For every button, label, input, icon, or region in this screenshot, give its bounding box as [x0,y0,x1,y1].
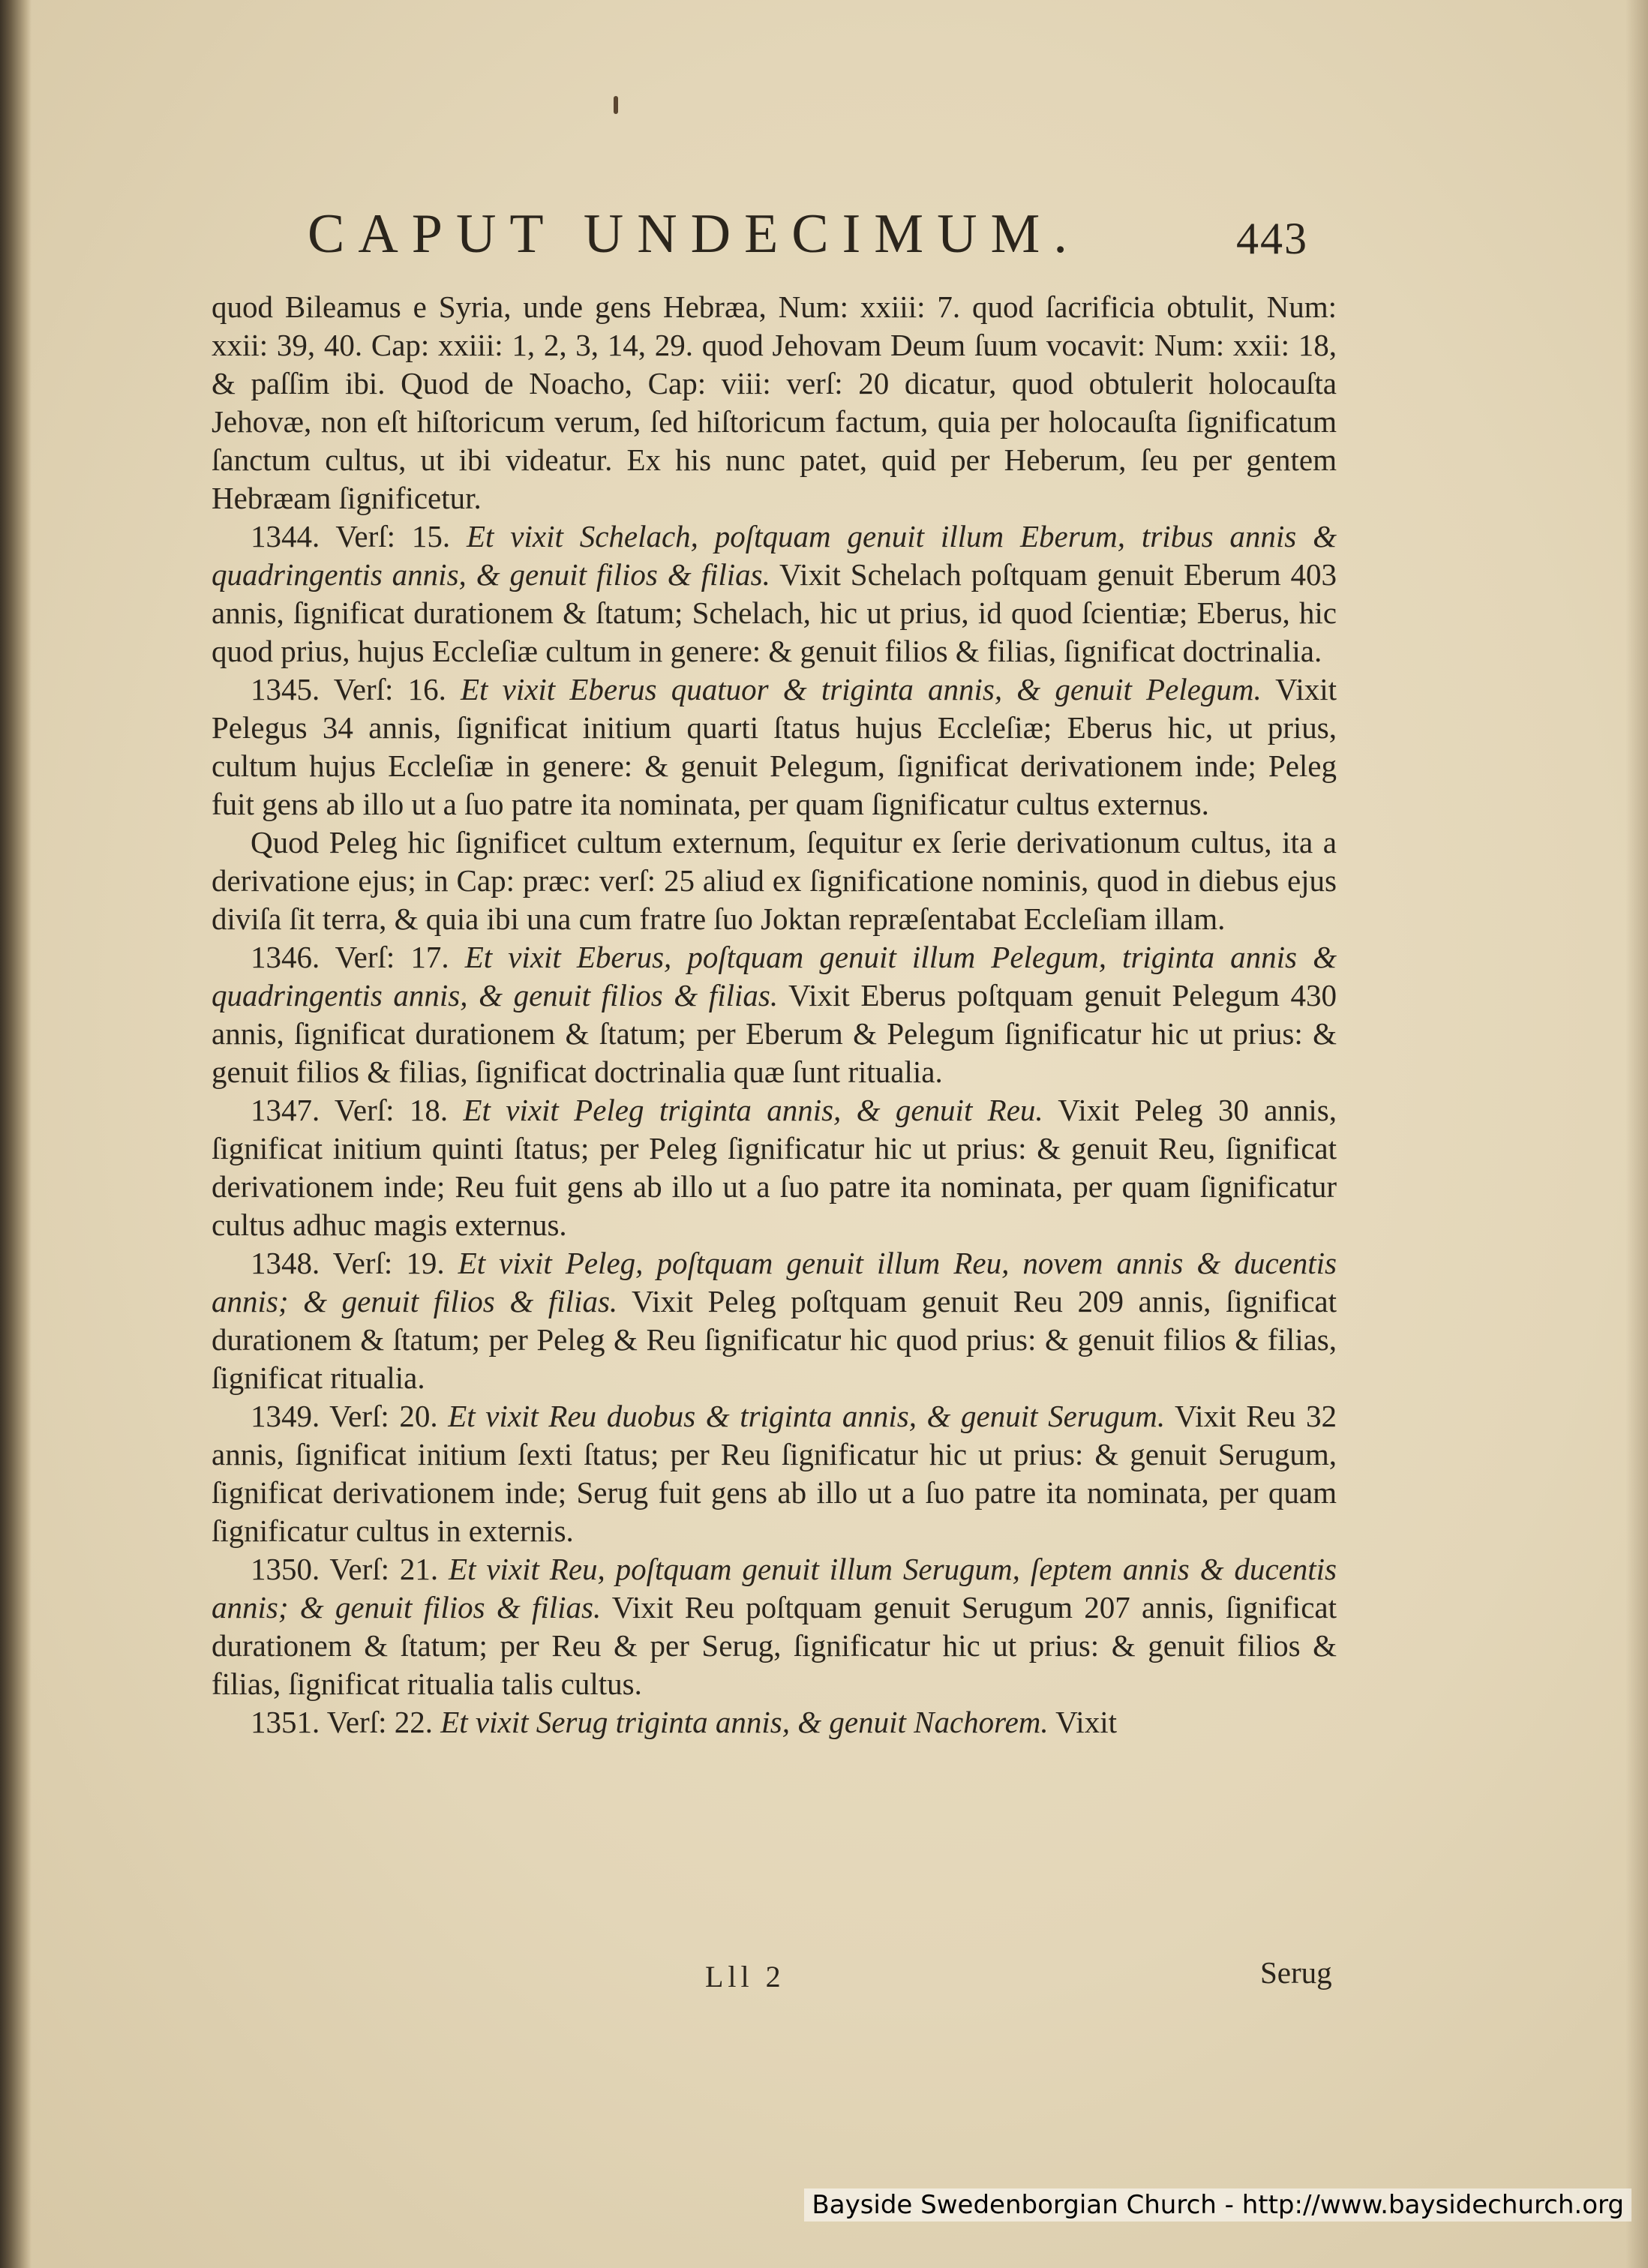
paragraph-text: 1348. Verſ: 19. [251,1246,458,1280]
paragraph-text: Vixit Reu poſtquam genuit Serugum 207 annis, ſignificat durationem & ſtatum; per Reu & per Serug, ſignificatur hic ut prius: & genuit filios & filias, ſignificat ritualia talis cultus. [212,1590,1337,1701]
catchword: Serug [1260,1955,1332,1990]
paragraph-text: Quod Peleg hic ſignificet cultum externum, ſequitur ex ſerie derivationum cultus, ita a derivatione ejus; in Cap: præc: verſ: 25 aliud ex ſignificatione nominis, quod in diebus ejus diviſa ſit terra, & quia ibi una cum fratre ſuo Joktan repræſentabat Eccleſiam illam. [212,825,1337,936]
scripture-quote: Et vixit Reu, poſtquam genuit illum Serugum, ſeptem annis & ducentis annis; & genuit filios & filias. [212,1552,1337,1624]
paragraph-text: Vixit [1048,1705,1117,1739]
paragraph-text: 1349. Verſ: 20. [251,1399,449,1433]
paragraph-text: Vixit Eberus poſtquam genuit Pelegum 430 annis, ſignificat durationem & ſtatum; per Eberum & Pelegum ſignificatur hic ut prius: & genuit filios & filias, ſignificat doctrinalia quæ ſunt ritualia. [212,978,1337,1089]
paragraph [212,288,1337,518]
paragraph-text: 1347. Verſ: 18. [251,1093,464,1127]
scripture-quote: Et vixit Peleg, poſtquam genuit illum Reu, novem annis & ducentis annis; & genuit filios & filias. [212,1246,1337,1318]
paragraph [212,1244,1337,1397]
paragraph-text: quod Bileamus e Syria, unde gens Hebræa, Num: xxiii: 7. quod ſacrificia obtulit, Num: xxii: 39, 40. Cap: xxiii: 1, 2, 3, 14, 29. quod Jehovam Deum ſuum vocavit: Num: xxii: 18, & paſſim ibi. Quod de Noacho, Cap: viii: verſ: 20 dicatur, quod obtulerit holocauſta Jehovæ, non eſt hiſtoricum verum, ſed hiſtoricum factum, quia per holocauſta ſignificatum ſanctum cultus, ut ibi videatur. Ex his nunc patet, quid per Heberum, ſeu per gentem Hebræam ſignificetur. [212,290,1337,515]
paragraph-text: 1346. Verſ: 17. [251,940,465,974]
paragraph [212,1703,1337,1742]
paragraph [212,1091,1337,1244]
paragraph [212,1550,1337,1703]
paragraph [212,670,1337,824]
watermark-credit: Bayside Swedenborgian Church - http://www.baysidechurch.org [804,2188,1631,2222]
paragraph [212,518,1337,670]
scripture-quote: Et vixit Schelach, poſtquam genuit illum Eberum, tribus annis & quadringentis annis, & genuit filios & filias. [212,519,1337,592]
binding-shadow [0,0,32,2268]
scripture-quote: Et vixit Eberus quatuor & triginta annis, & genuit Pelegum. [461,672,1262,706]
paragraph-text: Vixit Schelach poſtquam genuit Eberum 403 annis, ſignificat durationem & ſtatum; Schelach, hic ut prius, id quod ſcientiæ; Eberus, hic quod prius, hujus Eccleſiæ cultum in genere: & genuit filios & filias, ſignificat doctrinalia. [212,557,1337,668]
paragraph-text: Vixit Reu 32 annis, ſignificat initium ſexti ſtatus; per Reu ſignificatur hic ut prius: & genuit Serugum, ſignificat derivationem inde; Serug fuit gens ab illo ut a ſuo patre ita nominata, per quam ſignificatur cultus in externis. [212,1399,1337,1548]
paragraph-text: Vixit Peleg poſtquam genuit Reu 209 annis, ſignificat durationem & ſtatum; per Peleg & Reu ſignificatur hic quod prius: & genuit filios & filias, ſignificat ritualia. [212,1284,1337,1395]
page-edge-shadow [1625,0,1648,2268]
scripture-quote: Et vixit Reu duobus & triginta annis, & genuit Serugum. [448,1399,1166,1433]
scripture-quote: Et vixit Serug triginta annis, & genuit Nachorem. [440,1705,1049,1739]
paragraph-text: 1351. Verſ: 22. [251,1705,441,1739]
paragraph [212,1397,1337,1550]
page-number: 443 [1236,214,1308,263]
paragraph-text: Vixit Pelegus 34 annis, ſignificat initium quarti ſtatus hujus Eccleſiæ; Eberus hic, ut prius, cultum hujus Eccleſiæ in genere: & genuit Pelegum, ſignificat derivationem inde; Peleg fuit gens ab illo ut a ſuo patre ita nominata, per quam ſignificatur cultus externus. [212,672,1337,821]
paragraph [212,824,1337,938]
paragraph-text: Vixit Peleg 30 annis, ſignificat initium quinti ſtatus; per Peleg ſignificatur hic ut prius: & genuit Reu, ſignificat derivationem inde; Reu fuit gens ab illo ut a ſuo patre ita nominata, per quam ſignificatur cultus adhuc magis externus. [212,1093,1337,1242]
paragraph-text: 1350. Verſ: 21. [251,1552,449,1586]
running-head-title: CAPUT UNDECIMUM. [308,203,1081,265]
scripture-quote: Et vixit Peleg triginta annis, & genuit Reu. [463,1093,1043,1127]
paragraph [212,938,1337,1091]
ink-mark [614,96,618,114]
paragraph-text: 1344. Verſ: 15. [251,519,467,554]
signature-mark: Lll 2 [705,1960,785,1994]
body-text [212,288,1337,1742]
paragraph-text: 1345. Verſ: 16. [251,672,461,706]
scripture-quote: Et vixit Eberus, poſtquam genuit illum Pelegum, triginta annis & quadringentis annis, & genuit filios & filias. [212,940,1337,1012]
